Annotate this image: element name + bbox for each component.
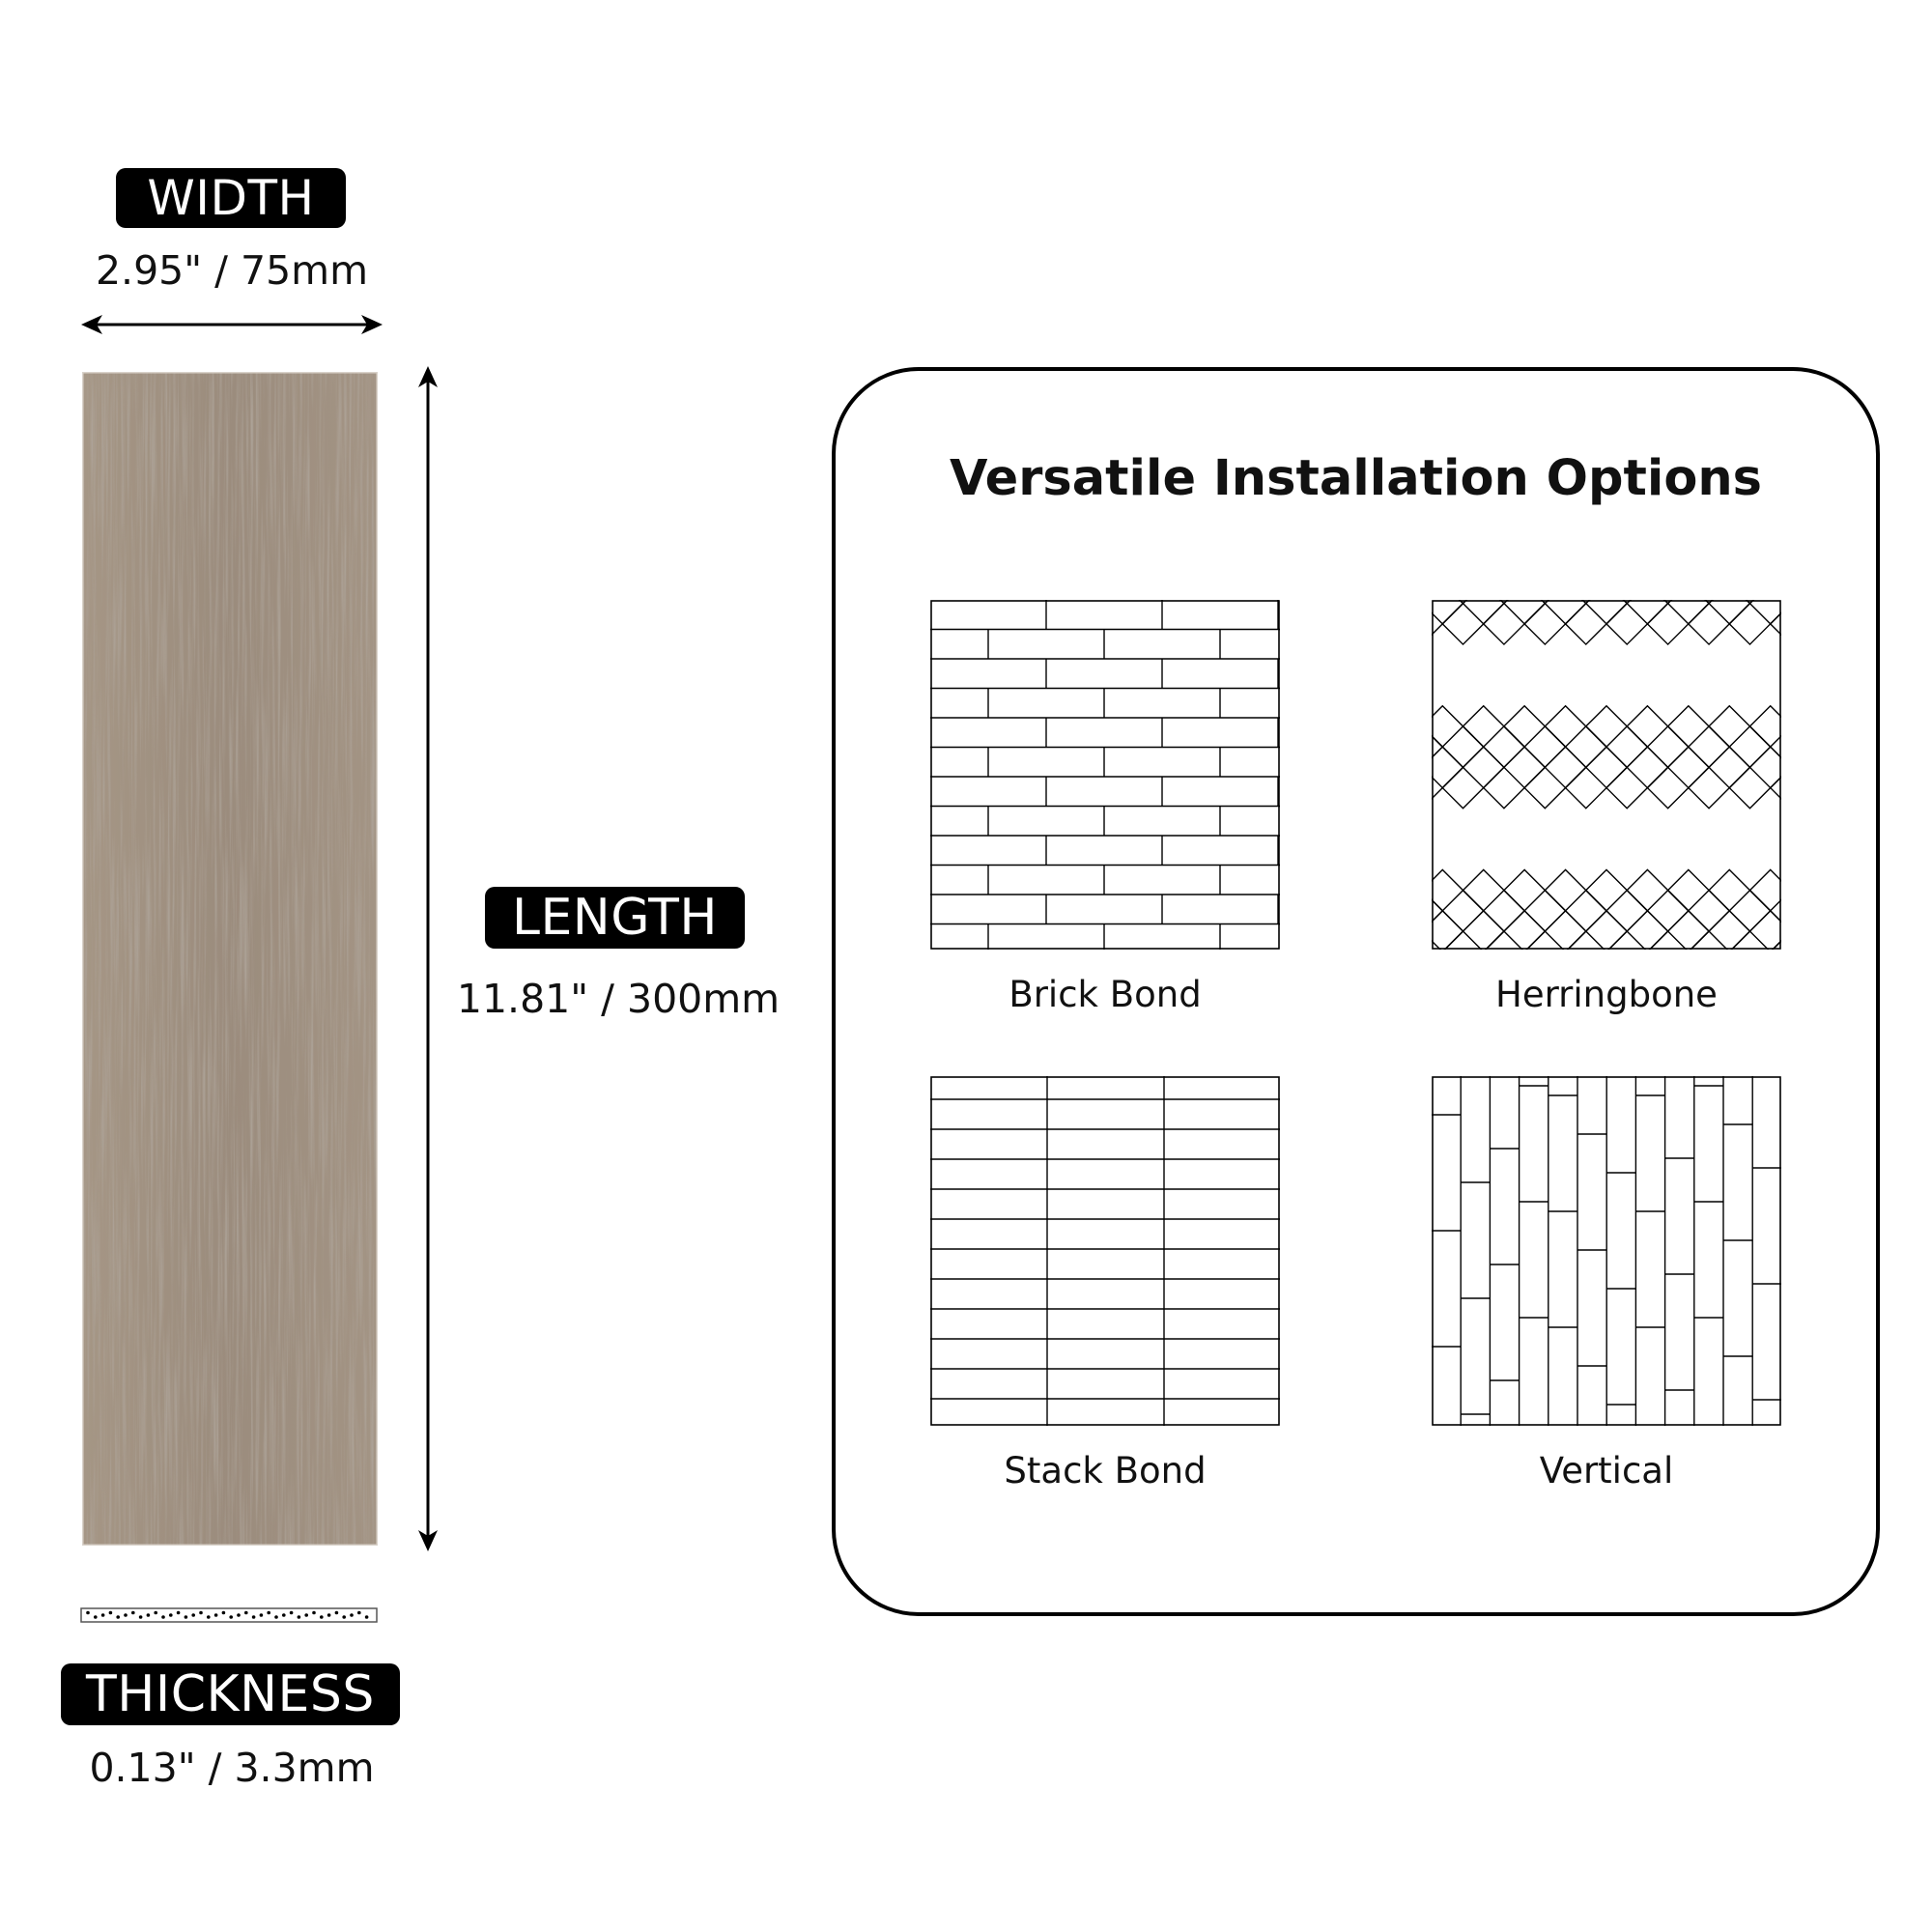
herringbone-label: Herringbone xyxy=(1495,974,1718,1015)
width-arrow-icon xyxy=(77,307,386,342)
width-value: 2.95" / 75mm xyxy=(95,247,369,294)
vertical-label: Vertical xyxy=(1539,1450,1674,1492)
stack-bond-pattern xyxy=(930,1076,1280,1426)
herringbone-pattern xyxy=(1432,600,1781,950)
brick-bond-label: Brick Bond xyxy=(1009,974,1202,1015)
panel-title: Versatile Installation Options xyxy=(949,450,1763,507)
thickness-strip xyxy=(80,1607,378,1623)
brick-bond-pattern xyxy=(930,600,1280,950)
installation-options-panel xyxy=(832,367,1880,1616)
length-label: LENGTH xyxy=(485,887,745,949)
wood-plank-image xyxy=(82,372,378,1546)
length-arrow-icon xyxy=(411,362,445,1555)
length-value: 11.81" / 300mm xyxy=(456,976,781,1022)
vertical-pattern xyxy=(1432,1076,1781,1426)
thickness-label: THICKNESS xyxy=(61,1663,400,1725)
width-label: WIDTH xyxy=(116,168,346,228)
thickness-value: 0.13" / 3.3mm xyxy=(89,1745,375,1791)
stack-bond-label: Stack Bond xyxy=(1004,1450,1207,1492)
